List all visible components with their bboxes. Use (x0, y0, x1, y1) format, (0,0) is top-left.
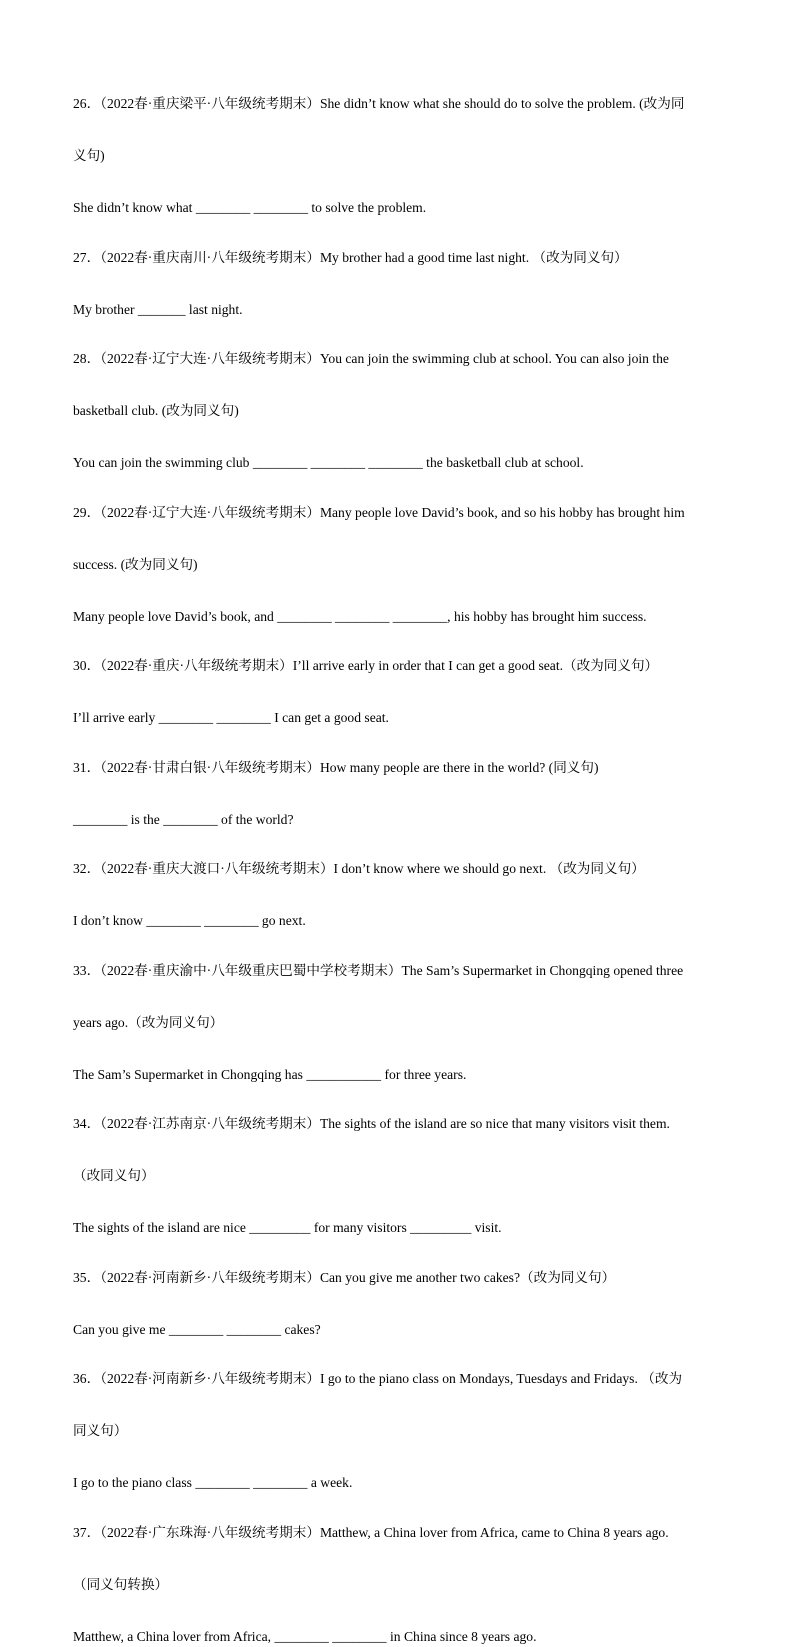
answer-line: The sights of the island are nice _________ for many visitors _________ visit. (73, 1220, 502, 1235)
question-prompt: 36．（2022春·河南新乡·八年级统考期末）I go to the piano class on Mondays, Tuesdays and Fridays. （改为 (73, 1371, 683, 1386)
question-prompt: 28．（2022春·辽宁大连·八年级统考期末）You can join the swimming club at school. You can also join the (73, 351, 669, 366)
question-prompt: 34．（2022春·江苏南京·八年级统考期末）The sights of the island are so nice that many visitors visit them. (73, 1116, 670, 1131)
question-item (73, 1114, 723, 1238)
question-prompt: 26．（2022春·重庆梁平·八年级统考期末）She didn’t know what she should do to solve the problem. (改为同 (73, 96, 685, 111)
question-prompt: 30．（2022春·重庆·八年级统考期末）I’ll arrive early in order that I can get a good seat.（改为同义句） (73, 658, 659, 673)
question-item (73, 1268, 723, 1340)
question-prompt: 32．（2022春·重庆大渡口·八年级统考期末）I don’t know where we should go next. （改为同义句） (73, 861, 645, 876)
question-prompt: 37．（2022春·广东珠海·八年级统考期末）Matthew, a China lover from Africa, came to China 8 years ago. (73, 1524, 669, 1540)
answer-line: I’ll arrive early ________ ________ I can get a good seat. (73, 710, 389, 725)
question-item (73, 1369, 723, 1493)
worksheet-page (73, 94, 723, 1647)
answer-line: Many people love David’s book, and ________ ________ ________, his hobby has brought him success. (73, 608, 647, 624)
answer-line: Matthew, a China lover from Africa, ________ ________ in China since 8 years ago. (73, 1628, 537, 1644)
question-item (73, 961, 723, 1085)
question-prompt: 同义句） (73, 1423, 128, 1438)
question-prompt: 33．（2022春·重庆渝中·八年级重庆巴蜀中学校考期末）The Sam’s Supermarket in Chongqing opened three (73, 962, 684, 978)
question-prompt: basketball club. (改为同义句) (73, 403, 239, 418)
question-prompt: 35．（2022春·河南新乡·八年级统考期末）Can you give me another two cakes?（改为同义句） (73, 1269, 616, 1285)
question-prompt: 27．（2022春·重庆南川·八年级统考期末）My brother had a good time last night. （改为同义句） (73, 249, 628, 265)
answer-line: I go to the piano class ________ ________ a week. (73, 1475, 353, 1490)
question-prompt: （改同义句） (73, 1168, 155, 1183)
question-prompt: success. (改为同义句) (73, 556, 198, 572)
answer-line: Can you give me ________ ________ cakes? (73, 1321, 321, 1337)
answer-line: The Sam’s Supermarket in Chongqing has ___________ for three years. (73, 1066, 467, 1082)
question-prompt: 29．（2022春·辽宁大连·八年级统考期末）Many people love David’s book, and so his hobby has brought him (73, 504, 685, 520)
answer-line: You can join the swimming club ________ ________ ________ the basketball club at school. (73, 455, 584, 470)
answer-line: She didn’t know what ________ ________ to solve the problem. (73, 200, 427, 215)
question-item (73, 656, 723, 728)
question-item (73, 758, 723, 830)
question-item (73, 349, 723, 473)
question-item (73, 94, 723, 218)
question-item (73, 1523, 723, 1647)
question-prompt: （同义句转换） (73, 1576, 169, 1592)
question-item (73, 859, 723, 931)
question-prompt: 31．（2022春·甘肃白银·八年级统考期末）How many people are there in the world? (同义句) (73, 759, 599, 775)
question-item (73, 503, 723, 627)
answer-line: My brother _______ last night. (73, 301, 243, 317)
question-item (73, 248, 723, 320)
question-prompt: 义句) (73, 148, 105, 163)
question-prompt: years ago.（改为同义句） (73, 1014, 224, 1030)
answer-line: I don’t know ________ ________ go next. (73, 913, 306, 928)
answer-line: ________ is the ________ of the world? (73, 811, 294, 827)
